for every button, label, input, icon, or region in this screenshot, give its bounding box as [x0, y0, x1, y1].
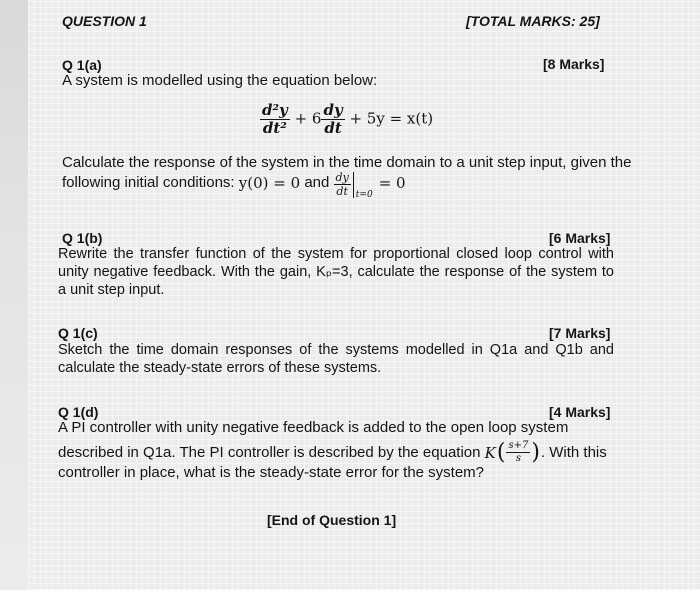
q1c-marks: [7 Marks] [549, 325, 611, 341]
q1a-text-line2 [62, 171, 406, 200]
q1d-text-line1: A PI controller with unity negative feedback is added to the open loop system [58, 419, 569, 436]
eq-rest: + 5y = x(t) [349, 109, 434, 128]
q1d-text-line2-end: . With this [540, 444, 607, 461]
q1b-label: Q 1(b) [62, 230, 103, 246]
q1d-marks: [4 Marks] [549, 404, 611, 420]
q1a-ic-and: and [304, 174, 330, 191]
question-title: QUESTION 1 [62, 13, 147, 29]
differential-equation [260, 103, 433, 136]
q1a-text-line1: Calculate the response of the system in the time domain to a unit step input, given the [62, 154, 632, 171]
q1b-marks: [6 Marks] [549, 230, 611, 246]
q1a-ic-derivative: $\frac{dy}{dt}$ t=0 = 0 [335, 171, 406, 200]
pi-gain-k: K [484, 443, 496, 462]
q1c-text: Sketch the time domain responses of the systems modelled in Q1a and Q1b and calculate the steady-state errors of these systems. [58, 342, 614, 376]
eq-second-derivative: $\frac{\text{d²y}}{\text{dt²}}$ [262, 101, 288, 137]
pi-fraction: $\frac{s+7}{s}$ [508, 440, 529, 464]
q1a-intro: A system is modelled using the equation below: [62, 72, 378, 89]
q1c-label: Q 1(c) [58, 325, 98, 341]
q1a-ic-y0: y(0) = 0 [238, 174, 301, 192]
pi-close-paren: ) [531, 440, 540, 465]
pi-open-paren: ( [496, 440, 506, 465]
q1a-ic-intro: following initial conditions: [62, 174, 235, 191]
q1b-text: Rewrite the transfer function of the system for proportional closed loop control with unity negative feedback. With the gain, Kₚ=3, calculate the response of the system to a unit step input. [58, 246, 614, 298]
q1a-marks: [8 Marks] [543, 56, 605, 72]
total-marks: [TOTAL MARKS: 25] [466, 13, 600, 29]
q1a-label: Q 1(a) [62, 57, 102, 73]
exam-sheet [28, 0, 700, 590]
q1d-text-line2 [58, 440, 607, 465]
q1d-text-line3: controller in place, what is the steady-state error for the system? [58, 464, 485, 481]
eq-first-derivative: $\frac{dy}{dt}$ [323, 101, 343, 137]
q1d-label: Q 1(d) [58, 404, 99, 420]
end-of-question: [End of Question 1] [267, 512, 397, 528]
q1d-text-line2-start: described in Q1a. The PI controller is described by the equation [58, 444, 481, 461]
eq-plus-six: + 6 [294, 109, 322, 128]
